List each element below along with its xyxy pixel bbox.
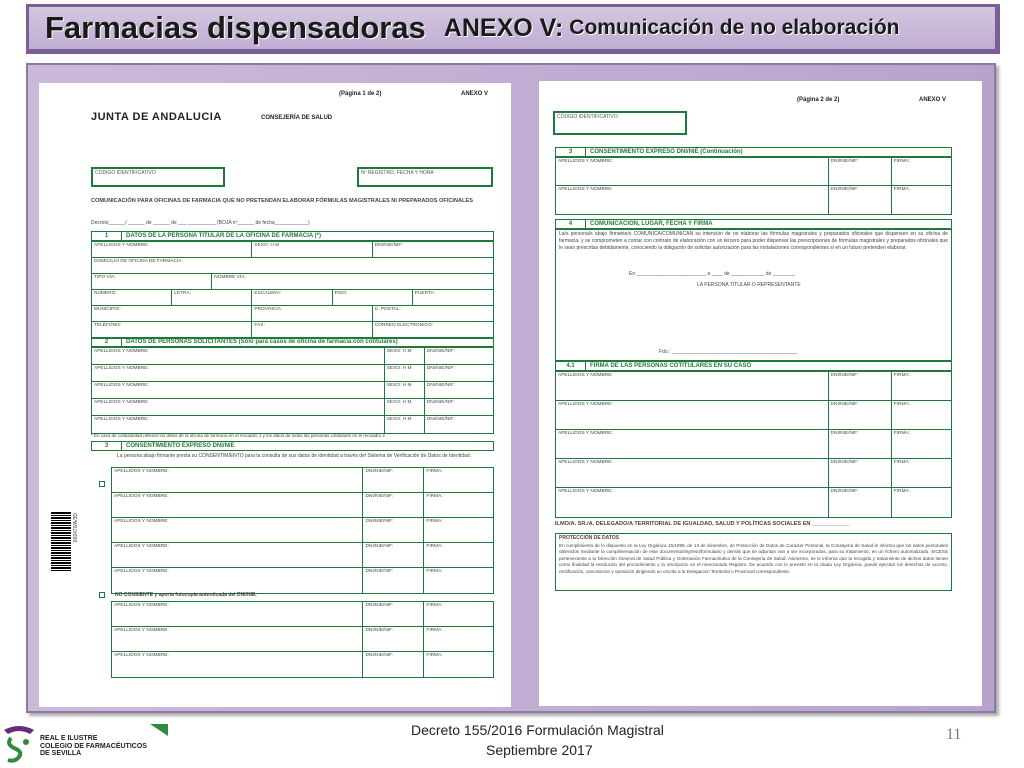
form-field[interactable]: APELLIDOS Y NOMBRE:: [556, 430, 829, 458]
communication-text: La/s persona/s abajo firmante/s COMUNICA/COMUNICAN su intención de no elaborar las fórmulas magistrales y preparados oficinales que dispensen en su oficina de farmacia, y se comprometen a contar con contrato de elaboración con un tercero para poder dispensar las prescripciones de fórmulas magistrales y preparados oficinales que le sean prescritas debidamente, conociendo la obligación de solicitar autorización para las instalaciones correspondientes si en un futuro pretenden elaborar.: [559, 231, 948, 251]
form-row: [112, 468, 493, 493]
form-field[interactable]: FIRMA:: [893, 460, 910, 465]
privacy-title: PROTECCIÓN DE DATOS: [559, 535, 620, 541]
form-row: [92, 306, 493, 322]
college-name-line: REAL E ILUSTRE: [40, 735, 98, 742]
consent-text: La persona abajo firmante presta su CONSENTIMIENTO para la consulta de sus datos de identidad a través del Sistema de Verificación de Datos de Identidad.: [117, 453, 471, 459]
form-field[interactable]: DNI/NIE/NIF:: [426, 366, 455, 371]
consent-grid: [111, 467, 494, 594]
form-field[interactable]: DNI/NIE/NIF:: [363, 543, 424, 567]
org-name: JUNTA DE ANDALUCIA: [91, 111, 222, 123]
footer-decree: Decreto 155/2016 Formulación Magistral: [411, 722, 664, 738]
form-field[interactable]: DNI/NIE/NIF:: [829, 488, 892, 517]
form-field[interactable]: SEXO: H M: [385, 416, 425, 433]
form-field[interactable]: DNI/NIE/NIF:: [363, 568, 424, 593]
college-logo: [2, 724, 172, 766]
form-row: [556, 488, 951, 517]
form-field[interactable]: FIRMA:: [893, 431, 910, 436]
section-2-header: [91, 337, 494, 347]
form-field[interactable]: APELLIDOS Y NOMBRE:: [556, 372, 829, 400]
no-consent-checkbox[interactable]: [99, 592, 105, 598]
form-field[interactable]: MUNICIPIO:: [92, 306, 252, 321]
page-marker: (Página 1 de 2): [339, 91, 382, 97]
section-3-cont-header: [555, 147, 952, 157]
form-row: [112, 652, 493, 677]
form-field[interactable]: APELLIDOS Y NOMBRE:: [556, 158, 829, 185]
form-field[interactable]: DOMICILIO DE OFICINA DE FARMACIA:: [94, 259, 183, 264]
consent-checkbox[interactable]: [99, 481, 105, 487]
form-field[interactable]: DNI/NIE/NIF:: [363, 652, 424, 677]
form-field[interactable]: SEXO: H M: [385, 348, 425, 364]
pharmacy-college-emblem-icon: [2, 724, 36, 766]
registry-box: [357, 167, 493, 187]
form-field[interactable]: FIRMA:: [426, 544, 443, 549]
form-field[interactable]: SEXO: H M: [385, 399, 425, 415]
form-field[interactable]: FIRMA:: [893, 159, 910, 164]
form-row: [556, 430, 951, 459]
form-row: [112, 493, 493, 518]
section-title: COMUNICACIÓN, LUGAR, FECHA Y FIRMA: [590, 221, 713, 227]
registry-label: Nº REGISTRO, FECHA Y HORA: [361, 170, 434, 176]
form-field[interactable]: APELLIDOS Y NOMBRE:: [92, 416, 385, 433]
form-field[interactable]: APELLIDOS Y NOMBRE:: [92, 365, 385, 381]
form-field[interactable]: DNI/NIE/NIF:: [374, 243, 403, 248]
form-field[interactable]: FIRMA:: [893, 187, 910, 192]
form-field[interactable]: DNI/NIE/NIF:: [426, 383, 455, 388]
form-field[interactable]: LETRA:: [172, 290, 252, 305]
title-bar: [26, 4, 1000, 54]
barcode: [51, 511, 71, 571]
form-field[interactable]: DNI/NIE/NIF:: [829, 158, 892, 185]
signature-line: Fdo.: _____________________________________________: [659, 349, 797, 355]
form-row: [92, 365, 493, 382]
form-field[interactable]: SEXO: H M: [385, 365, 425, 381]
form-field[interactable]: FIRMA:: [893, 373, 910, 378]
form-field[interactable]: APELLIDOS Y NOMBRE:: [112, 468, 363, 492]
section-number: 1: [92, 232, 122, 240]
form-row: [112, 568, 493, 593]
form-field[interactable]: FIRMA:: [426, 469, 443, 474]
form-field[interactable]: DNI/NIE/NIF:: [363, 627, 424, 651]
form-field[interactable]: APELLIDOS Y NOMBRE:: [112, 543, 363, 567]
consent-cont-grid: [555, 157, 952, 215]
form-field[interactable]: DNI/NIE/NIF:: [363, 493, 424, 517]
form-field[interactable]: SEXO: H M: [385, 382, 425, 398]
form-field[interactable]: PISO:: [333, 290, 413, 305]
annex-tag: ANEXO V: [461, 91, 489, 97]
section-number: 4: [556, 220, 586, 228]
form-row: [92, 290, 493, 306]
section-title: FIRMA DE LAS PERSONAS COTITULARES EN SU CASO: [590, 363, 752, 369]
section-number: 2: [92, 338, 122, 346]
slide-subtitle: Comunicación de no elaboración: [569, 16, 900, 39]
form-field[interactable]: APELLIDOS Y NOMBRE:: [112, 568, 363, 593]
section-title: CONSENTIMIENTO EXPRESO DNI/NIE: [126, 443, 235, 449]
form-field[interactable]: APELLIDOS Y NOMBRE:: [556, 488, 829, 517]
form-field[interactable]: DNI/NIE/NIF:: [426, 349, 455, 354]
form-field[interactable]: APELLIDOS Y NOMBRE:: [92, 399, 385, 415]
form-field[interactable]: DNI/NIE/NIF:: [426, 417, 455, 422]
annex-tag: ANEXO V: [919, 97, 947, 103]
form-field[interactable]: DNI/NIE/NIF:: [363, 518, 424, 542]
delegate-line: ILMO/A. SR./A. DELEGADO/A TERRITORIAL DE IGUALDAD, SALUD Y POLÍTICAS SOCIALES EN ____________: [555, 521, 850, 527]
green-triangle-decoration: [150, 724, 168, 736]
form-row: [92, 258, 493, 274]
form-field[interactable]: PROVINCIA:: [252, 306, 372, 321]
decree-line: Decreto______/ ______ de ______ de ___ __________ (BOJA nº______ de fecha____________): [91, 220, 310, 226]
form-field[interactable]: DNI/NIE/NIF:: [829, 372, 892, 400]
section-1-grid: [91, 241, 494, 339]
code-box: [553, 111, 687, 135]
form-row: [112, 627, 493, 652]
form-row: [92, 348, 493, 365]
form-row: [112, 518, 493, 543]
barcode-number: 002470/A/3D: [73, 513, 79, 543]
document-frame: [26, 63, 996, 713]
annex-label: ANEXO V:: [443, 13, 564, 42]
section-number: 4.1: [556, 362, 586, 370]
form-field[interactable]: FAX:: [252, 322, 372, 338]
slide-title: Farmacias dispensadoras: [45, 10, 426, 45]
section-41-header: [555, 361, 952, 371]
section-1-header: [91, 231, 494, 241]
form-field[interactable]: FIRMA:: [426, 569, 443, 574]
section-2-grid: [91, 347, 494, 434]
dept-name: CONSEJERÍA DE SALUD: [261, 115, 333, 121]
section-4-header: [555, 219, 952, 229]
form-field[interactable]: TIPO VÍA:: [92, 274, 212, 289]
form-heading: COMUNICACIÓN PARA OFICINAS DE FARMACIA QUE NO PRETENDAN ELABORAR FÓRMULAS MAGISTRALES NI PREPARADOS OFICINALES: [91, 198, 473, 204]
form-field[interactable]: DNI/NIE/NIF:: [829, 401, 892, 429]
form-field[interactable]: DNI/NIE/NIF:: [829, 430, 892, 458]
form-row: [556, 459, 951, 488]
form-field[interactable]: NÚMERO:: [92, 290, 172, 305]
form-field[interactable]: ESCALERA:: [252, 290, 332, 305]
footer-date: Septiembre 2017: [486, 742, 593, 758]
signer-label: LA PERSONA TITULAR O REPRESENTANTE: [697, 282, 801, 288]
form-page-2: [539, 81, 982, 706]
form-field[interactable]: APELLIDOS Y NOMBRE:: [112, 518, 363, 542]
no-consent-label: NO CONSIENTE y aporta fotocopia autenticada del DNI/NIE.: [115, 592, 257, 598]
college-name-line: COLEGIO DE FARMACÉUTICOS: [40, 742, 147, 750]
section-number: 3: [92, 442, 122, 450]
form-field[interactable]: DNI/NIE/NIF:: [829, 186, 892, 214]
form-row: [92, 322, 493, 338]
form-field[interactable]: FIRMA:: [893, 402, 910, 407]
form-field[interactable]: TELÉFONO:: [92, 322, 252, 338]
form-field[interactable]: APELLIDOS Y NOMBRE:: [112, 627, 363, 651]
form-field[interactable]: APELLIDOS Y NOMBRE:: [92, 382, 385, 398]
form-row: [92, 416, 493, 433]
college-name-line: DE SEVILLA: [40, 750, 82, 757]
form-row: [556, 186, 951, 214]
cotitular-note: * En caso de cotitularidad rellenar los datos de la oficina de farmacia en el recuadro 1 y los datos de todas las personas cotitulares en el recuadro 2: [91, 433, 385, 438]
form-field[interactable]: SEXO: H M: [252, 242, 372, 257]
form-field[interactable]: APELLIDOS Y NOMBRE:: [112, 493, 363, 517]
form-row: [92, 274, 493, 290]
cotitular-signatures-grid: [555, 371, 952, 518]
code-label: CÓDIGO IDENTIFICATIVO: [557, 114, 618, 120]
form-field[interactable]: DNI/NIE/NIF:: [829, 459, 892, 487]
form-field[interactable]: PUERTA:: [414, 291, 436, 296]
form-field[interactable]: APELLIDOS Y NOMBRE:: [556, 186, 829, 214]
form-field[interactable]: DNI/NIE/NIF:: [363, 468, 424, 492]
section-title: DATOS DE PERSONAS SOLICITANTES (Sólo para casos de oficina de farmacia con cotitulares): [126, 339, 398, 345]
page-marker: (Página 2 de 2): [797, 97, 840, 103]
privacy-text: En cumplimiento de lo dispuesto en la Ley Orgánica 15/1999, de 13 de diciembre, de Protección de Datos de Carácter Personal, la Consejería de Salud le informa que los datos personales obtenidos mediante la cumplimentación de este documento/impreso/formulario y demás que se adjuntan van a ser incorporados, para su tratamiento, en un fichero automatizado. SICESS perteneciente a la Dirección General de Salud Pública y Ordenación Farmacéutica de la Consejería de Salud. Asimismo, se le informa que la recogida y tratamiento de dichos datos tienen como finalidad la resolución del procedimiento y la inscripción en el mencionado Registro. De acuerdo con lo previsto en la citada Ley Orgánica, puede ejercitar los derechos de acceso, rectificación, cancelación y oposición dirigiendo un escrito a la Delegación Territorial o Provincial correspondiente.: [559, 543, 948, 574]
form-row: [92, 382, 493, 399]
form-row: [112, 602, 493, 627]
college-name: [40, 735, 147, 758]
form-row: [556, 372, 951, 401]
form-field[interactable]: NOMBRE VÍA:: [214, 275, 246, 280]
form-row: [556, 158, 951, 186]
form-field[interactable]: APELLIDOS Y NOMBRE:: [556, 459, 829, 487]
code-label: CÓDIGO IDENTIFICATIVO: [95, 170, 156, 176]
form-field[interactable]: C. POSTAL:: [374, 307, 401, 312]
form-field[interactable]: APELLIDOS Y NOMBRE:: [112, 602, 363, 626]
form-row: [556, 401, 951, 430]
form-field[interactable]: CORREO ELECTRÓNICO:: [374, 323, 434, 328]
form-field[interactable]: APELLIDOS Y NOMBRE:: [92, 348, 385, 364]
form-field[interactable]: FIRMA:: [426, 519, 443, 524]
section-title: CONSENTIMIENTO EXPRESO DNI/NIE (Continuación): [590, 149, 743, 155]
slide-number: 11: [946, 726, 962, 743]
form-field[interactable]: FIRMA:: [893, 489, 910, 494]
form-field[interactable]: FIRMA:: [426, 653, 443, 658]
place-date-line: En _________________________ a ____ de ____________ de ________: [629, 271, 796, 277]
section-number: 3: [556, 148, 586, 156]
form-field[interactable]: FIRMA:: [426, 603, 443, 608]
form-row: [92, 242, 493, 258]
no-consent-grid: [111, 601, 494, 678]
form-field[interactable]: APELLIDOS Y NOMBRE:: [112, 652, 363, 677]
form-page-1: [39, 83, 511, 707]
form-row: [112, 543, 493, 568]
form-field[interactable]: APELLIDOS Y NOMBRE:: [556, 401, 829, 429]
form-field[interactable]: DNI/NIE/NIF:: [363, 602, 424, 626]
form-field[interactable]: FIRMA:: [426, 628, 443, 633]
form-field[interactable]: APELLIDOS Y NOMBRE:: [92, 242, 252, 257]
form-field[interactable]: DNI/NIE/NIF:: [426, 400, 455, 405]
code-box: [91, 167, 225, 187]
section-3-header: [91, 441, 494, 451]
form-field[interactable]: FIRMA:: [426, 494, 443, 499]
form-row: [92, 399, 493, 416]
section-title: DATOS DE LA PERSONA TITULAR DE LA OFICINA DE FARMACIA (*): [126, 233, 321, 239]
